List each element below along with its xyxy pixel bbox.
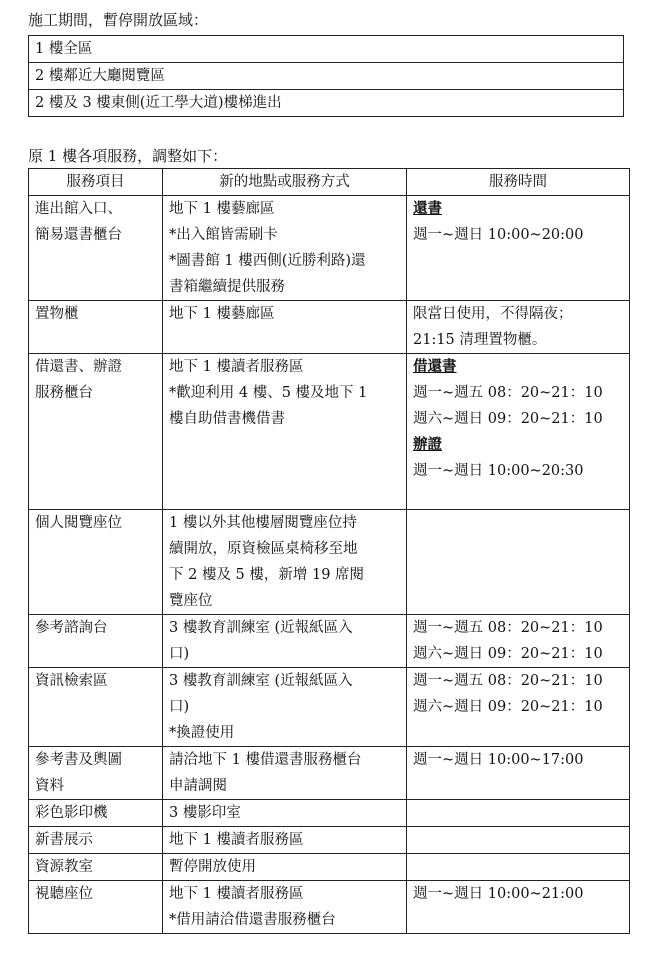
cell-line: 置物櫃 bbox=[35, 306, 79, 322]
cell-line: 下 2 樓及 5 樓，新增 19 席閱 bbox=[169, 567, 365, 583]
cell-line: 週一~週日 10:00~21:00 bbox=[413, 886, 584, 902]
cell-line: 週六~週日 09：20~21：10 bbox=[413, 411, 603, 427]
service-item-cell bbox=[29, 301, 163, 354]
cell-line: 資訊檢索區 bbox=[35, 673, 108, 689]
cell-line: 週一~週日 10:00~20:30 bbox=[413, 463, 584, 479]
cell-line: 地下 1 樓讀者服務區 bbox=[169, 886, 304, 902]
service-location-cell bbox=[163, 800, 407, 827]
cell-line: 參考諮詢台 bbox=[35, 620, 108, 636]
service-location-cell bbox=[163, 301, 407, 354]
service-location-cell bbox=[163, 881, 407, 934]
service-item-cell bbox=[29, 881, 163, 934]
service-hours-cell bbox=[407, 854, 630, 881]
table-row bbox=[29, 196, 630, 301]
service-location-cell bbox=[163, 668, 407, 747]
table-row bbox=[29, 510, 630, 615]
service-hours-cell bbox=[407, 881, 630, 934]
service-item-cell bbox=[29, 854, 163, 881]
service-hours-cell bbox=[407, 668, 630, 747]
table-row bbox=[29, 827, 630, 854]
cell-line: *圖書館 1 樓西側(近勝利路)還 bbox=[169, 253, 366, 269]
hours-subheading: 借還書 bbox=[413, 358, 457, 375]
service-location-cell bbox=[163, 510, 407, 615]
cell-line: 週一~週日 10:00~17:00 bbox=[413, 752, 584, 768]
cell-line: 口) bbox=[169, 699, 190, 715]
service-item-cell bbox=[29, 510, 163, 615]
cell-line: 3 樓影印室 bbox=[169, 805, 241, 821]
services-heading: 原 1 樓各項服務，調整如下： bbox=[28, 147, 228, 165]
cell-line: 週一~週五 08：20~21：10 bbox=[413, 385, 603, 401]
table-row bbox=[29, 800, 630, 827]
service-hours-cell bbox=[407, 747, 630, 800]
cell-line: 週六~週日 09：20~21：10 bbox=[413, 699, 603, 715]
cell-line: 簡易還書櫃台 bbox=[35, 227, 122, 243]
cell-line: 週一~週日 10:00~20:00 bbox=[413, 227, 584, 243]
service-hours-cell bbox=[407, 800, 630, 827]
cell-line: 口) bbox=[169, 646, 190, 662]
services-table bbox=[28, 168, 630, 934]
cell-line: 地下 1 樓藝廊區 bbox=[169, 306, 275, 322]
service-item-cell bbox=[29, 196, 163, 301]
cell-line: 視聽座位 bbox=[35, 886, 93, 902]
closed-area-cell: 1 樓全區 bbox=[29, 36, 624, 63]
service-hours-cell bbox=[407, 301, 630, 354]
service-hours-cell bbox=[407, 615, 630, 668]
cell-line: 請洽地下 1 樓借還書服務櫃台 bbox=[169, 752, 362, 768]
table-row bbox=[29, 747, 630, 800]
closed-areas-heading: 施工期間，暫停開放區域： bbox=[28, 11, 209, 29]
cell-line: 樓自助借書機借書 bbox=[169, 411, 285, 427]
cell-line: 3 樓教育訓練室 (近報紙區入 bbox=[169, 673, 353, 689]
cell-line: 地下 1 樓讀者服務區 bbox=[169, 359, 304, 375]
cell-line: 申請調閱 bbox=[169, 778, 227, 794]
service-item-cell bbox=[29, 354, 163, 510]
cell-line: 週六~週日 09：20~21：10 bbox=[413, 646, 603, 662]
cell-line: 地下 1 樓藝廊區 bbox=[169, 201, 275, 217]
cell-line: 覽座位 bbox=[169, 593, 213, 609]
cell-line: 1 樓以外其他樓層閱覽座位持 bbox=[169, 515, 357, 531]
service-item-cell bbox=[29, 827, 163, 854]
table-row bbox=[29, 301, 630, 354]
column-header-item: 服務項目 bbox=[29, 169, 163, 196]
cell-line: 服務櫃台 bbox=[35, 385, 93, 401]
service-hours-cell bbox=[407, 196, 630, 301]
service-hours-cell bbox=[407, 354, 630, 510]
cell-line: *借用請洽借還書服務櫃台 bbox=[169, 912, 336, 928]
table-row bbox=[29, 63, 624, 90]
service-location-cell bbox=[163, 196, 407, 301]
table-row bbox=[29, 354, 630, 510]
closed-areas-table bbox=[28, 35, 624, 117]
service-location-cell bbox=[163, 827, 407, 854]
table-header-row bbox=[29, 169, 630, 196]
table-row bbox=[29, 854, 630, 881]
cell-line: 彩色影印機 bbox=[35, 805, 108, 821]
hours-subheading: 還書 bbox=[413, 200, 442, 217]
cell-line: 資料 bbox=[35, 778, 64, 794]
service-item-cell bbox=[29, 615, 163, 668]
cell-line: 個人閱覽座位 bbox=[35, 515, 122, 531]
service-item-cell bbox=[29, 800, 163, 827]
service-location-cell bbox=[163, 615, 407, 668]
cell-line: 借還書、辦證 bbox=[35, 359, 122, 375]
service-hours-cell bbox=[407, 510, 630, 615]
cell-line: 3 樓教育訓練室 (近報紙區入 bbox=[169, 620, 353, 636]
service-item-cell bbox=[29, 668, 163, 747]
service-item-cell bbox=[29, 747, 163, 800]
cell-line: 週一~週五 08：20~21：10 bbox=[413, 620, 603, 636]
cell-line: 21:15 清理置物櫃。 bbox=[413, 332, 547, 348]
cell-line: 暫停開放使用 bbox=[169, 859, 256, 875]
closed-area-cell: 2 樓鄰近大廳閱覽區 bbox=[29, 63, 624, 90]
service-location-cell bbox=[163, 747, 407, 800]
cell-line: 續開放，原資檢區桌椅移至地 bbox=[169, 541, 358, 557]
hours-subheading: 辦證 bbox=[413, 436, 442, 453]
table-row bbox=[29, 668, 630, 747]
service-hours-cell bbox=[407, 827, 630, 854]
table-row bbox=[29, 615, 630, 668]
cell-line: 參考書及輿圖 bbox=[35, 752, 122, 768]
cell-line: *換證使用 bbox=[169, 725, 235, 741]
cell-line: 新書展示 bbox=[35, 832, 93, 848]
cell-line: 資源教室 bbox=[35, 859, 93, 875]
cell-line: 書箱繼續提供服務 bbox=[169, 279, 285, 295]
column-header-hours: 服務時間 bbox=[407, 169, 630, 196]
service-location-cell bbox=[163, 854, 407, 881]
cell-line: 週一~週五 08：20~21：10 bbox=[413, 673, 603, 689]
cell-line: 限當日使用，不得隔夜； bbox=[413, 306, 573, 322]
cell-line: *出入館皆需刷卡 bbox=[169, 227, 278, 243]
table-row bbox=[29, 36, 624, 63]
table-row bbox=[29, 90, 624, 117]
cell-line: 地下 1 樓讀者服務區 bbox=[169, 832, 304, 848]
cell-line: 進出館入口、 bbox=[35, 201, 122, 217]
cell-line: *歡迎利用 4 樓、5 樓及地下 1 bbox=[169, 385, 368, 401]
closed-area-cell: 2 樓及 3 樓東側(近工學大道)樓梯進出 bbox=[29, 90, 624, 117]
table-row bbox=[29, 881, 630, 934]
service-location-cell bbox=[163, 354, 407, 510]
column-header-location: 新的地點或服務方式 bbox=[163, 169, 407, 196]
